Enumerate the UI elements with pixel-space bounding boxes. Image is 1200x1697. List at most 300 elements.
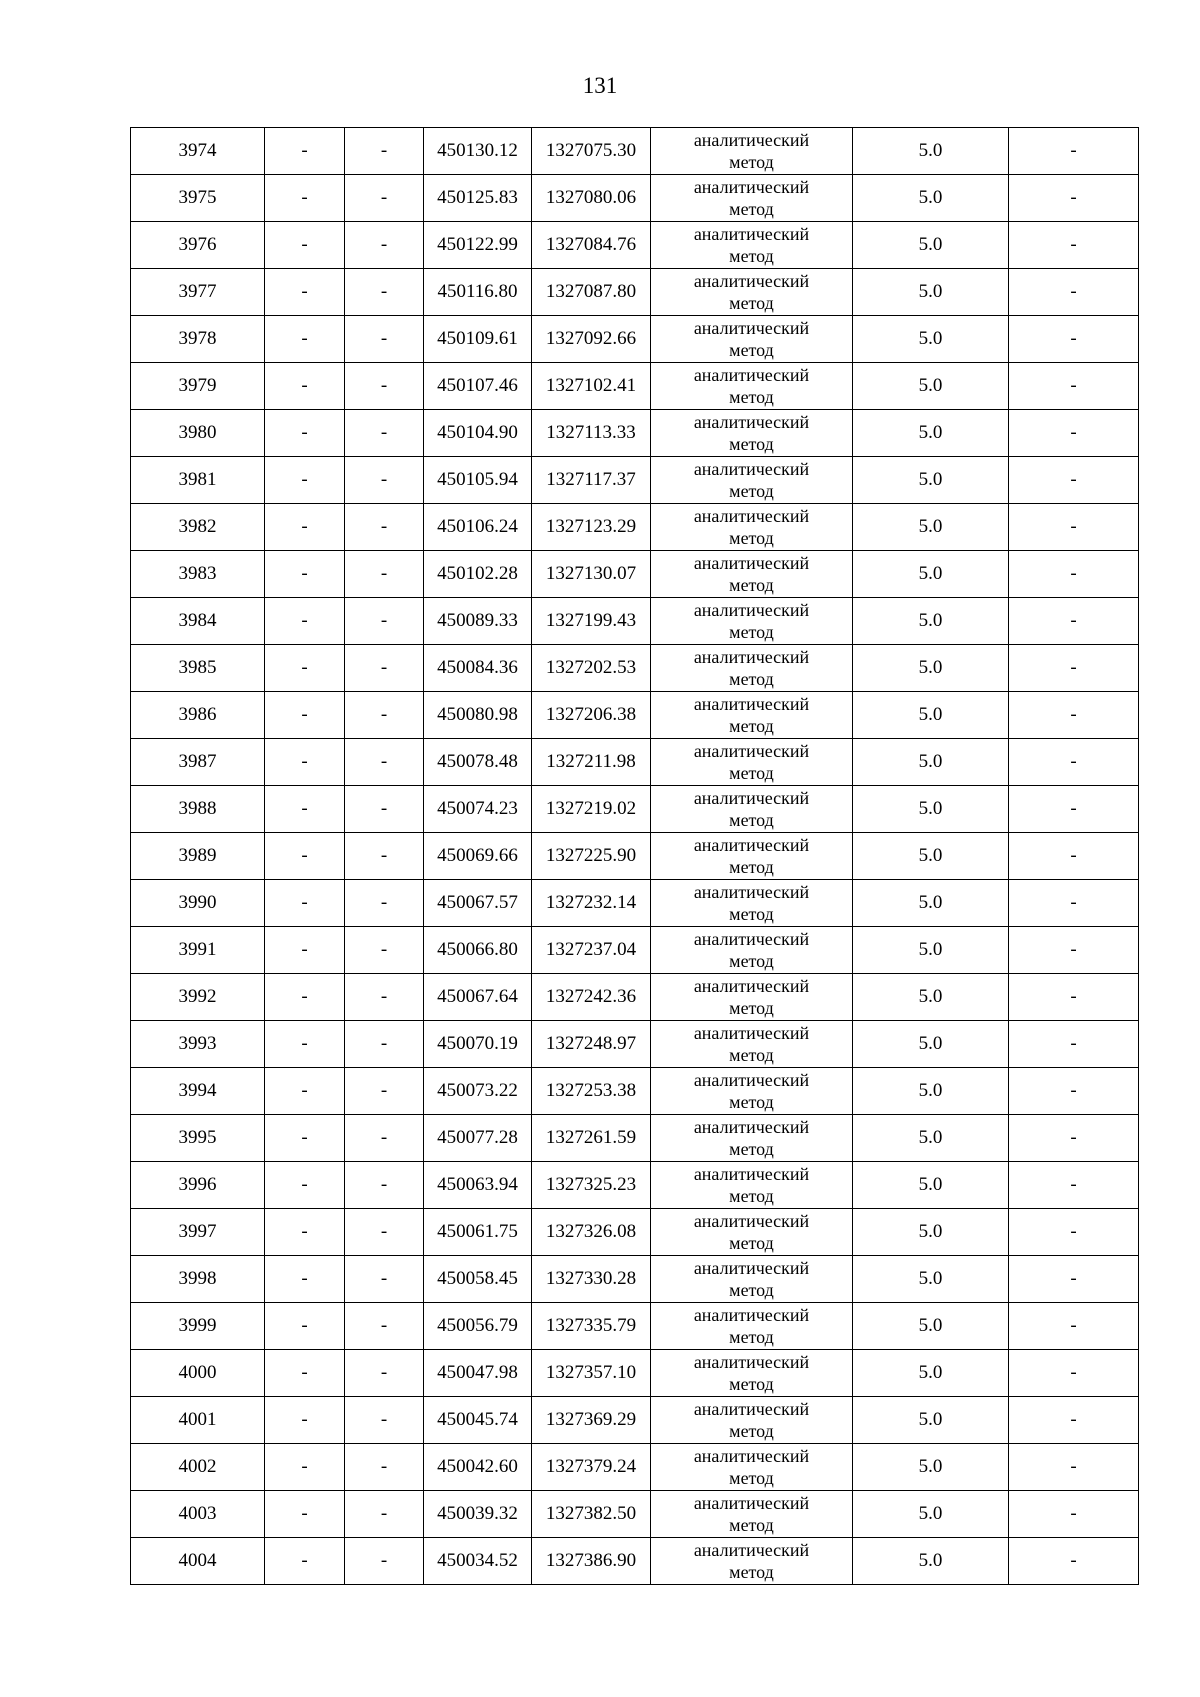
table-row xyxy=(131,1538,1139,1585)
empty-value-cell: - xyxy=(1009,974,1139,1021)
empty-value-cell: - xyxy=(265,645,345,692)
method-line-2: метод xyxy=(729,810,774,830)
method-line-2: метод xyxy=(729,528,774,548)
empty-value-cell: - xyxy=(345,1256,424,1303)
x-coordinate-cell: 450069.66 xyxy=(424,833,532,880)
empty-value-cell: - xyxy=(345,222,424,269)
method-line-2: метод xyxy=(729,1327,774,1347)
empty-value-cell: - xyxy=(1009,880,1139,927)
empty-value-cell: - xyxy=(1009,269,1139,316)
method-line-1: аналитический xyxy=(693,271,810,291)
accuracy-cell: 5.0 xyxy=(853,692,1009,739)
table-row xyxy=(131,363,1139,410)
empty-value-cell: - xyxy=(265,128,345,175)
y-coordinate-cell: 1327084.76 xyxy=(532,222,651,269)
point-number-cell: 4004 xyxy=(131,1538,265,1585)
empty-value-cell: - xyxy=(1009,1350,1139,1397)
y-coordinate-cell: 1327123.29 xyxy=(532,504,651,551)
method-cell xyxy=(651,1397,853,1444)
method-line-1: аналитический xyxy=(693,177,810,197)
method-cell xyxy=(651,645,853,692)
empty-value-cell: - xyxy=(265,1397,345,1444)
empty-value-cell: - xyxy=(265,974,345,1021)
empty-value-cell: - xyxy=(265,786,345,833)
y-coordinate-cell: 1327087.80 xyxy=(532,269,651,316)
x-coordinate-cell: 450034.52 xyxy=(424,1538,532,1585)
y-coordinate-cell: 1327075.30 xyxy=(532,128,651,175)
method-line-2: метод xyxy=(729,951,774,971)
method-line-1: аналитический xyxy=(693,694,810,714)
table-row xyxy=(131,1491,1139,1538)
method-line-1: аналитический xyxy=(693,1352,810,1372)
method-line-1: аналитический xyxy=(693,1023,810,1043)
empty-value-cell: - xyxy=(1009,175,1139,222)
y-coordinate-cell: 1327202.53 xyxy=(532,645,651,692)
accuracy-cell: 5.0 xyxy=(853,1021,1009,1068)
empty-value-cell: - xyxy=(1009,504,1139,551)
x-coordinate-cell: 450066.80 xyxy=(424,927,532,974)
empty-value-cell: - xyxy=(345,175,424,222)
method-line-1: аналитический xyxy=(693,647,810,667)
y-coordinate-cell: 1327211.98 xyxy=(532,739,651,786)
method-line-2: метод xyxy=(729,857,774,877)
empty-value-cell: - xyxy=(1009,927,1139,974)
method-line-1: аналитический xyxy=(693,1446,810,1466)
method-line-1: аналитический xyxy=(693,741,810,761)
method-line-1: аналитический xyxy=(693,1164,810,1184)
method-line-1: аналитический xyxy=(693,1305,810,1325)
empty-value-cell: - xyxy=(345,504,424,551)
accuracy-cell: 5.0 xyxy=(853,222,1009,269)
point-number-cell: 3994 xyxy=(131,1068,265,1115)
empty-value-cell: - xyxy=(345,410,424,457)
empty-value-cell: - xyxy=(265,457,345,504)
method-line-2: метод xyxy=(729,1421,774,1441)
y-coordinate-cell: 1327369.29 xyxy=(532,1397,651,1444)
method-cell xyxy=(651,1538,853,1585)
x-coordinate-cell: 450084.36 xyxy=(424,645,532,692)
method-line-1: аналитический xyxy=(693,365,810,385)
method-line-1: аналитический xyxy=(693,224,810,244)
point-number-cell: 4000 xyxy=(131,1350,265,1397)
method-cell xyxy=(651,692,853,739)
method-line-2: метод xyxy=(729,199,774,219)
table-row xyxy=(131,1397,1139,1444)
point-number-cell: 3988 xyxy=(131,786,265,833)
y-coordinate-cell: 1327225.90 xyxy=(532,833,651,880)
empty-value-cell: - xyxy=(1009,1491,1139,1538)
accuracy-cell: 5.0 xyxy=(853,598,1009,645)
method-line-1: аналитический xyxy=(693,1493,810,1513)
x-coordinate-cell: 450106.24 xyxy=(424,504,532,551)
method-cell xyxy=(651,1303,853,1350)
table-row xyxy=(131,128,1139,175)
table-row xyxy=(131,457,1139,504)
x-coordinate-cell: 450039.32 xyxy=(424,1491,532,1538)
method-line-2: метод xyxy=(729,998,774,1018)
accuracy-cell: 5.0 xyxy=(853,1115,1009,1162)
accuracy-cell: 5.0 xyxy=(853,1444,1009,1491)
table-row xyxy=(131,1115,1139,1162)
empty-value-cell: - xyxy=(345,128,424,175)
method-line-2: метод xyxy=(729,434,774,454)
method-cell xyxy=(651,504,853,551)
point-number-cell: 3995 xyxy=(131,1115,265,1162)
table-row xyxy=(131,1068,1139,1115)
method-cell xyxy=(651,880,853,927)
y-coordinate-cell: 1327080.06 xyxy=(532,175,651,222)
empty-value-cell: - xyxy=(345,974,424,1021)
x-coordinate-cell: 450061.75 xyxy=(424,1209,532,1256)
empty-value-cell: - xyxy=(265,410,345,457)
method-cell xyxy=(651,1491,853,1538)
method-line-2: метод xyxy=(729,763,774,783)
accuracy-cell: 5.0 xyxy=(853,1256,1009,1303)
accuracy-cell: 5.0 xyxy=(853,1538,1009,1585)
empty-value-cell: - xyxy=(265,1491,345,1538)
method-line-2: метод xyxy=(729,340,774,360)
empty-value-cell: - xyxy=(345,1350,424,1397)
method-line-2: метод xyxy=(729,716,774,736)
accuracy-cell: 5.0 xyxy=(853,1350,1009,1397)
table-row xyxy=(131,269,1139,316)
method-line-2: метод xyxy=(729,575,774,595)
table-body xyxy=(131,128,1139,1585)
method-cell xyxy=(651,739,853,786)
x-coordinate-cell: 450080.98 xyxy=(424,692,532,739)
accuracy-cell: 5.0 xyxy=(853,128,1009,175)
accuracy-cell: 5.0 xyxy=(853,363,1009,410)
table-row xyxy=(131,833,1139,880)
accuracy-cell: 5.0 xyxy=(853,269,1009,316)
point-number-cell: 3987 xyxy=(131,739,265,786)
y-coordinate-cell: 1327102.41 xyxy=(532,363,651,410)
table-row xyxy=(131,175,1139,222)
x-coordinate-cell: 450125.83 xyxy=(424,175,532,222)
table-row xyxy=(131,1209,1139,1256)
empty-value-cell: - xyxy=(345,1068,424,1115)
empty-value-cell: - xyxy=(1009,786,1139,833)
point-number-cell: 3978 xyxy=(131,316,265,363)
empty-value-cell: - xyxy=(265,880,345,927)
empty-value-cell: - xyxy=(1009,1538,1139,1585)
accuracy-cell: 5.0 xyxy=(853,410,1009,457)
empty-value-cell: - xyxy=(1009,739,1139,786)
accuracy-cell: 5.0 xyxy=(853,1209,1009,1256)
table-row xyxy=(131,692,1139,739)
empty-value-cell: - xyxy=(1009,1209,1139,1256)
method-line-2: метод xyxy=(729,481,774,501)
y-coordinate-cell: 1327261.59 xyxy=(532,1115,651,1162)
empty-value-cell: - xyxy=(1009,1444,1139,1491)
point-number-cell: 3977 xyxy=(131,269,265,316)
point-number-cell: 3989 xyxy=(131,833,265,880)
method-cell xyxy=(651,833,853,880)
x-coordinate-cell: 450078.48 xyxy=(424,739,532,786)
table-row xyxy=(131,974,1139,1021)
accuracy-cell: 5.0 xyxy=(853,786,1009,833)
table-row xyxy=(131,739,1139,786)
empty-value-cell: - xyxy=(345,1303,424,1350)
empty-value-cell: - xyxy=(265,1209,345,1256)
x-coordinate-cell: 450058.45 xyxy=(424,1256,532,1303)
method-cell xyxy=(651,786,853,833)
empty-value-cell: - xyxy=(265,1162,345,1209)
empty-value-cell: - xyxy=(265,1068,345,1115)
empty-value-cell: - xyxy=(345,1115,424,1162)
point-number-cell: 4002 xyxy=(131,1444,265,1491)
table-row xyxy=(131,316,1139,363)
x-coordinate-cell: 450109.61 xyxy=(424,316,532,363)
point-number-cell: 4003 xyxy=(131,1491,265,1538)
method-line-1: аналитический xyxy=(693,318,810,338)
method-line-1: аналитический xyxy=(693,1070,810,1090)
y-coordinate-cell: 1327232.14 xyxy=(532,880,651,927)
method-line-2: метод xyxy=(729,387,774,407)
table-row xyxy=(131,1256,1139,1303)
empty-value-cell: - xyxy=(265,833,345,880)
method-cell xyxy=(651,1209,853,1256)
point-number-cell: 3974 xyxy=(131,128,265,175)
method-line-1: аналитический xyxy=(693,600,810,620)
accuracy-cell: 5.0 xyxy=(853,833,1009,880)
accuracy-cell: 5.0 xyxy=(853,1068,1009,1115)
empty-value-cell: - xyxy=(345,1021,424,1068)
empty-value-cell: - xyxy=(345,1162,424,1209)
method-cell xyxy=(651,410,853,457)
empty-value-cell: - xyxy=(345,1209,424,1256)
point-number-cell: 3986 xyxy=(131,692,265,739)
x-coordinate-cell: 450116.80 xyxy=(424,269,532,316)
accuracy-cell: 5.0 xyxy=(853,175,1009,222)
method-line-1: аналитический xyxy=(693,1211,810,1231)
method-cell xyxy=(651,316,853,363)
table-row xyxy=(131,927,1139,974)
method-line-1: аналитический xyxy=(693,553,810,573)
table-row xyxy=(131,1444,1139,1491)
method-cell xyxy=(651,1350,853,1397)
empty-value-cell: - xyxy=(345,786,424,833)
method-line-1: аналитический xyxy=(693,976,810,996)
method-line-1: аналитический xyxy=(693,459,810,479)
method-cell xyxy=(651,175,853,222)
method-line-1: аналитический xyxy=(693,412,810,432)
point-number-cell: 3976 xyxy=(131,222,265,269)
y-coordinate-cell: 1327206.38 xyxy=(532,692,651,739)
method-cell xyxy=(651,222,853,269)
method-line-1: аналитический xyxy=(693,130,810,150)
method-cell xyxy=(651,1162,853,1209)
method-line-2: метод xyxy=(729,1233,774,1253)
x-coordinate-cell: 450077.28 xyxy=(424,1115,532,1162)
empty-value-cell: - xyxy=(345,692,424,739)
empty-value-cell: - xyxy=(345,316,424,363)
x-coordinate-cell: 450070.19 xyxy=(424,1021,532,1068)
empty-value-cell: - xyxy=(345,927,424,974)
x-coordinate-cell: 450063.94 xyxy=(424,1162,532,1209)
empty-value-cell: - xyxy=(265,316,345,363)
method-cell xyxy=(651,1256,853,1303)
empty-value-cell: - xyxy=(345,739,424,786)
table-row xyxy=(131,598,1139,645)
y-coordinate-cell: 1327326.08 xyxy=(532,1209,651,1256)
method-line-1: аналитический xyxy=(693,1117,810,1137)
empty-value-cell: - xyxy=(1009,316,1139,363)
x-coordinate-cell: 450073.22 xyxy=(424,1068,532,1115)
accuracy-cell: 5.0 xyxy=(853,1491,1009,1538)
point-number-cell: 3981 xyxy=(131,457,265,504)
empty-value-cell: - xyxy=(1009,1303,1139,1350)
method-cell xyxy=(651,1021,853,1068)
point-number-cell: 3996 xyxy=(131,1162,265,1209)
point-number-cell: 3990 xyxy=(131,880,265,927)
y-coordinate-cell: 1327237.04 xyxy=(532,927,651,974)
y-coordinate-cell: 1327113.33 xyxy=(532,410,651,457)
point-number-cell: 3985 xyxy=(131,645,265,692)
point-number-cell: 3975 xyxy=(131,175,265,222)
empty-value-cell: - xyxy=(265,1256,345,1303)
method-line-2: метод xyxy=(729,152,774,172)
x-coordinate-cell: 450130.12 xyxy=(424,128,532,175)
table-row xyxy=(131,504,1139,551)
method-cell xyxy=(651,457,853,504)
accuracy-cell: 5.0 xyxy=(853,551,1009,598)
table-row xyxy=(131,880,1139,927)
y-coordinate-cell: 1327253.38 xyxy=(532,1068,651,1115)
method-line-1: аналитический xyxy=(693,506,810,526)
x-coordinate-cell: 450067.64 xyxy=(424,974,532,1021)
method-cell xyxy=(651,551,853,598)
point-number-cell: 3997 xyxy=(131,1209,265,1256)
accuracy-cell: 5.0 xyxy=(853,927,1009,974)
method-line-1: аналитический xyxy=(693,1399,810,1419)
empty-value-cell: - xyxy=(345,269,424,316)
table-row xyxy=(131,786,1139,833)
empty-value-cell: - xyxy=(345,880,424,927)
empty-value-cell: - xyxy=(265,363,345,410)
x-coordinate-cell: 450067.57 xyxy=(424,880,532,927)
y-coordinate-cell: 1327092.66 xyxy=(532,316,651,363)
method-line-2: метод xyxy=(729,293,774,313)
method-line-2: метод xyxy=(729,1374,774,1394)
empty-value-cell: - xyxy=(265,692,345,739)
empty-value-cell: - xyxy=(1009,457,1139,504)
empty-value-cell: - xyxy=(265,175,345,222)
method-line-2: метод xyxy=(729,622,774,642)
empty-value-cell: - xyxy=(265,598,345,645)
y-coordinate-cell: 1327335.79 xyxy=(532,1303,651,1350)
method-line-1: аналитический xyxy=(693,882,810,902)
method-line-2: метод xyxy=(729,246,774,266)
accuracy-cell: 5.0 xyxy=(853,457,1009,504)
empty-value-cell: - xyxy=(1009,598,1139,645)
empty-value-cell: - xyxy=(265,551,345,598)
method-cell xyxy=(651,128,853,175)
method-cell xyxy=(651,974,853,1021)
empty-value-cell: - xyxy=(345,551,424,598)
empty-value-cell: - xyxy=(1009,222,1139,269)
table-row xyxy=(131,1303,1139,1350)
point-number-cell: 3991 xyxy=(131,927,265,974)
method-line-2: метод xyxy=(729,1468,774,1488)
table-row xyxy=(131,1021,1139,1068)
accuracy-cell: 5.0 xyxy=(853,1397,1009,1444)
method-cell xyxy=(651,1444,853,1491)
method-line-1: аналитический xyxy=(693,788,810,808)
empty-value-cell: - xyxy=(265,1538,345,1585)
x-coordinate-cell: 450047.98 xyxy=(424,1350,532,1397)
table-row xyxy=(131,1350,1139,1397)
empty-value-cell: - xyxy=(265,927,345,974)
empty-value-cell: - xyxy=(345,645,424,692)
empty-value-cell: - xyxy=(1009,1162,1139,1209)
x-coordinate-cell: 450042.60 xyxy=(424,1444,532,1491)
y-coordinate-cell: 1327382.50 xyxy=(532,1491,651,1538)
empty-value-cell: - xyxy=(265,739,345,786)
y-coordinate-cell: 1327242.36 xyxy=(532,974,651,1021)
method-cell xyxy=(651,1115,853,1162)
empty-value-cell: - xyxy=(1009,1021,1139,1068)
empty-value-cell: - xyxy=(1009,645,1139,692)
empty-value-cell: - xyxy=(1009,1115,1139,1162)
table-row xyxy=(131,410,1139,457)
empty-value-cell: - xyxy=(265,269,345,316)
method-cell xyxy=(651,363,853,410)
x-coordinate-cell: 450045.74 xyxy=(424,1397,532,1444)
coordinates-table xyxy=(130,127,1139,1585)
accuracy-cell: 5.0 xyxy=(853,1162,1009,1209)
y-coordinate-cell: 1327325.23 xyxy=(532,1162,651,1209)
accuracy-cell: 5.0 xyxy=(853,504,1009,551)
point-number-cell: 4001 xyxy=(131,1397,265,1444)
empty-value-cell: - xyxy=(345,1444,424,1491)
empty-value-cell: - xyxy=(1009,1397,1139,1444)
x-coordinate-cell: 450107.46 xyxy=(424,363,532,410)
y-coordinate-cell: 1327219.02 xyxy=(532,786,651,833)
empty-value-cell: - xyxy=(345,598,424,645)
empty-value-cell: - xyxy=(265,1303,345,1350)
method-line-1: аналитический xyxy=(693,929,810,949)
y-coordinate-cell: 1327357.10 xyxy=(532,1350,651,1397)
point-number-cell: 3982 xyxy=(131,504,265,551)
method-line-1: аналитический xyxy=(693,1540,810,1560)
method-line-1: аналитический xyxy=(693,835,810,855)
x-coordinate-cell: 450056.79 xyxy=(424,1303,532,1350)
method-line-2: метод xyxy=(729,904,774,924)
table-row xyxy=(131,1162,1139,1209)
method-cell xyxy=(651,269,853,316)
empty-value-cell: - xyxy=(265,1444,345,1491)
accuracy-cell: 5.0 xyxy=(853,880,1009,927)
y-coordinate-cell: 1327117.37 xyxy=(532,457,651,504)
table-row xyxy=(131,645,1139,692)
method-cell xyxy=(651,927,853,974)
x-coordinate-cell: 450104.90 xyxy=(424,410,532,457)
method-line-2: метод xyxy=(729,1562,774,1582)
empty-value-cell: - xyxy=(265,222,345,269)
method-line-2: метод xyxy=(729,1045,774,1065)
method-cell xyxy=(651,598,853,645)
point-number-cell: 3980 xyxy=(131,410,265,457)
method-line-2: метод xyxy=(729,1092,774,1112)
point-number-cell: 3998 xyxy=(131,1256,265,1303)
y-coordinate-cell: 1327386.90 xyxy=(532,1538,651,1585)
accuracy-cell: 5.0 xyxy=(853,316,1009,363)
x-coordinate-cell: 450105.94 xyxy=(424,457,532,504)
empty-value-cell: - xyxy=(265,1021,345,1068)
empty-value-cell: - xyxy=(1009,128,1139,175)
x-coordinate-cell: 450089.33 xyxy=(424,598,532,645)
